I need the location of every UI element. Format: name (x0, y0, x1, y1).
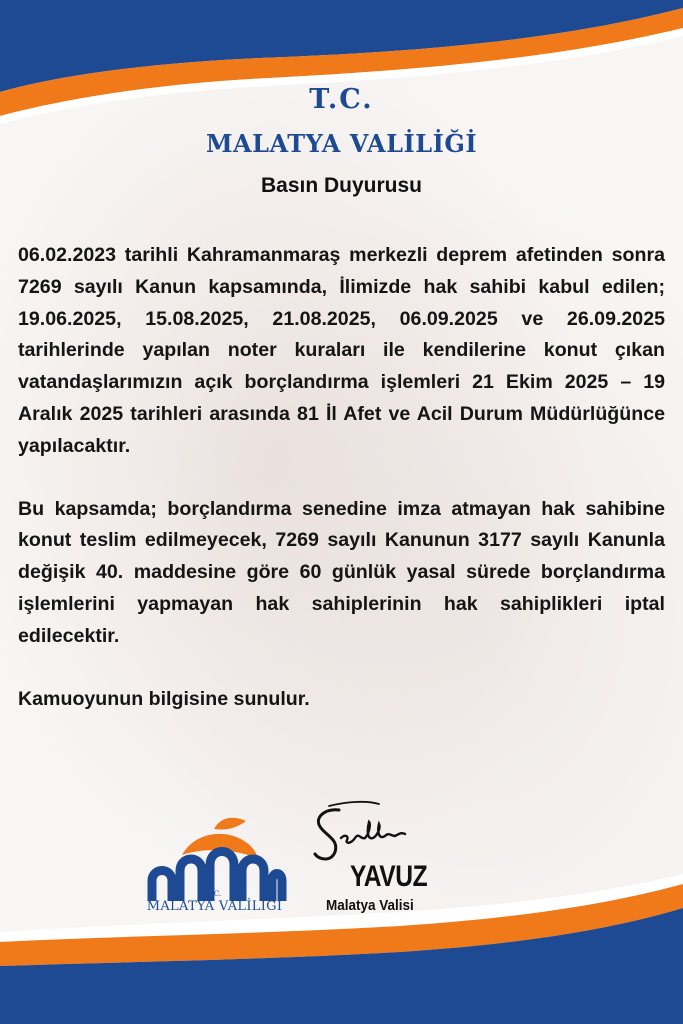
signatory-title: Malatya Valisi (326, 897, 414, 914)
closing-line: Kamuoyunun bilgisine sunulur. (18, 687, 310, 710)
body-paragraph-1: 06.02.2023 tarihli Kahramanmaraş merkezli deprem afetinden sonra 7269 sayılı Kanun kapsamında, İlimizde hak sahibi kabul edilen; 19.06.2025, 15.08.2025, 21.08.2025, 06.09.2025 ve 26.09.2025 tarihlerinde yapılan noter kuraları ile kendilerine konut çıkan vatandaşlarımızın açık borçlandırma işlemleri 21 Ekim 2025 – 19 Aralık 2025 tarihleri arasında 81 İl Afet ve Acil Durum Müdürlüğünce yapılacaktır. (18, 244, 665, 457)
press-release-title: Basın Duyurusu (260, 174, 423, 197)
announcement-header (0, 84, 683, 198)
header-office-title: MALATYA VALİLİĞİ (205, 129, 478, 158)
logo-tc: T.C. (208, 890, 222, 898)
announcement-body (18, 240, 665, 715)
header-tc: T.C. (309, 84, 374, 115)
signatory-name: YAVUZ (350, 860, 428, 893)
logo-text: MALATYA VALİLİĞİ (146, 899, 283, 914)
body-paragraph-2: Bu kapsamda; borçlandırma senedine imza atmayan hak sahibine konut teslim edilmeyecek, 7269 sayılı Kanunun 3177 sayılı Kanunla değişik 40. maddesine göre 60 günlük yasal sürede borçlandırma işlemlerini yapmayan hak sahiplerinin hak sahiplikleri iptal edilecektir. (18, 497, 665, 647)
